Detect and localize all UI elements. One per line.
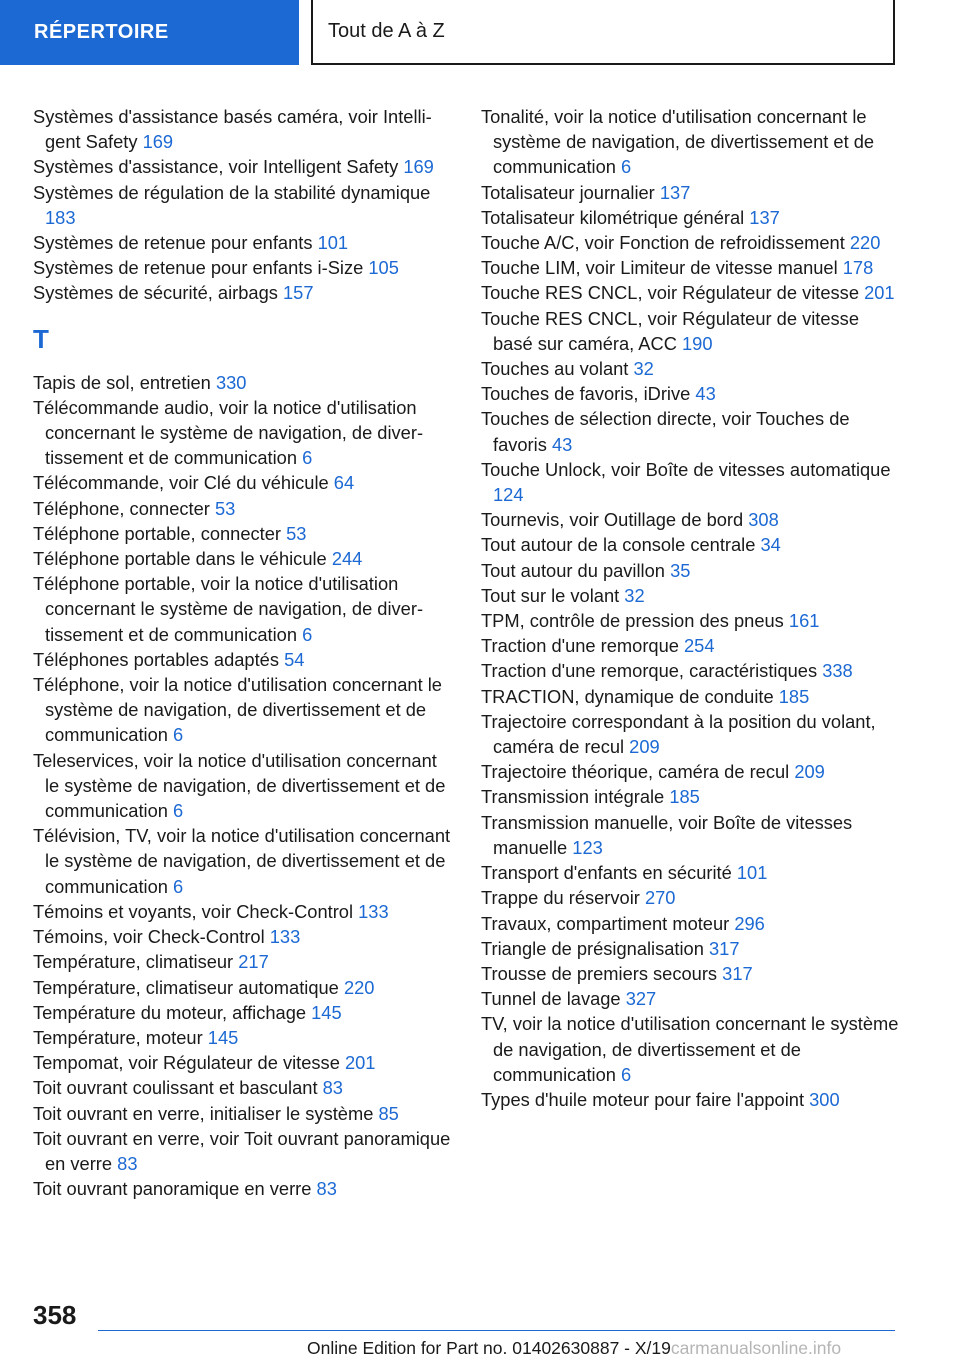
- index-entry: [481, 936, 901, 961]
- entry-text: Téléphone portable, voir la notice d'utilisation concernant le système de navigation, de divertissement et de communication: [33, 573, 424, 645]
- entry-text: Totalisateur journalier: [481, 181, 655, 203]
- index-entry: [33, 180, 453, 230]
- entry-text: Téléphone portable, connecter: [33, 522, 281, 544]
- index-list-t-continued: [481, 104, 901, 1112]
- page-link[interactable]: 101: [317, 232, 349, 254]
- entry-text: Systèmes de régulation de la stabilité dynamique: [33, 181, 431, 203]
- index-entry: [481, 709, 901, 759]
- page-link[interactable]: 169: [142, 131, 174, 153]
- section-tab: [0, 0, 299, 65]
- page-link[interactable]: 338: [822, 660, 853, 682]
- entry-text: Tapis de sol, entretien: [33, 371, 211, 393]
- entry-text: TV, voir la notice d'utilisation concernant le système de navigation, de divertissement et de communication: [481, 1013, 899, 1085]
- page-link[interactable]: 308: [748, 509, 779, 531]
- page-link[interactable]: 101: [736, 862, 768, 884]
- index-entry: [33, 975, 453, 1000]
- entry-text: Systèmes de retenue pour enfants: [33, 232, 313, 254]
- entry-text: Triangle de présignalisation: [481, 937, 704, 959]
- entry-text: Tout sur le volant: [481, 584, 620, 606]
- entry-text: Touche RES CNCL, voir Régulateur de vitesse basé sur caméra, ACC: [481, 307, 859, 354]
- entry-text: Touche RES CNCL, voir Régulateur de vitesse: [481, 282, 859, 304]
- entry-text: Tout autour de la console centrale: [481, 534, 756, 556]
- entry-text: Touches de favoris, iDrive: [481, 383, 691, 405]
- entry-text: Température, climatiseur: [33, 951, 234, 973]
- index-entry: [33, 924, 453, 949]
- entry-text: Température, moteur: [33, 1026, 203, 1048]
- page-link[interactable]: 300: [809, 1088, 840, 1110]
- page-link[interactable]: 32: [624, 584, 645, 606]
- index-entry: [33, 1050, 453, 1075]
- entry-text: Tournevis, voir Outillage de bord: [481, 509, 744, 531]
- page-link[interactable]: 123: [572, 836, 603, 858]
- index-entry: [33, 546, 453, 571]
- index-entry: [33, 280, 453, 305]
- index-entry: [481, 684, 901, 709]
- index-entry: [481, 457, 901, 507]
- index-entry: [481, 633, 901, 658]
- page-link[interactable]: 32: [633, 358, 654, 380]
- index-entry: [33, 496, 453, 521]
- page-link[interactable]: 145: [311, 1001, 342, 1023]
- index-entry: [33, 647, 453, 672]
- entry-text: Travaux, compartiment moteur: [481, 912, 730, 934]
- page-link[interactable]: 34: [760, 534, 781, 556]
- entry-text: Témoins, voir Check-Control: [33, 926, 265, 948]
- index-entry: [481, 507, 901, 532]
- index-entry: [33, 571, 453, 647]
- entry-text: Touche Unlock, voir Boîte de vitesses automatique: [481, 458, 891, 480]
- entry-text: Trajectoire théorique, caméra de recul: [481, 761, 790, 783]
- page-link[interactable]: 296: [734, 912, 765, 934]
- entry-text: TRACTION, dynamique de conduite: [481, 685, 774, 707]
- entry-text: Touches au volant: [481, 358, 629, 380]
- page-link[interactable]: 6: [173, 724, 184, 746]
- index-entry: [481, 810, 901, 860]
- page-link[interactable]: 54: [284, 648, 305, 670]
- index-entry: [481, 280, 901, 305]
- entry-text: Toit ouvrant en verre, initialiser le système: [33, 1102, 374, 1124]
- index-entry: [481, 381, 901, 406]
- entry-text: Types d'huile moteur pour faire l'appoint: [481, 1088, 805, 1110]
- page-link[interactable]: 64: [333, 472, 355, 494]
- page-link[interactable]: 35: [670, 559, 691, 581]
- index-entry: [33, 1075, 453, 1100]
- page-link[interactable]: 209: [629, 736, 660, 758]
- entry-text: Trousse de premiers secours: [481, 962, 718, 984]
- entry-text: Trajectoire correspondant à la position du volant, caméra de recul: [481, 710, 876, 758]
- page-link[interactable]: 6: [621, 156, 632, 178]
- entry-text: Toit ouvrant coulissant et basculant: [33, 1077, 318, 1099]
- page-link[interactable]: 53: [214, 497, 236, 519]
- index-entry: [481, 306, 901, 356]
- index-letter-heading: T: [33, 323, 49, 354]
- page-link[interactable]: 317: [709, 937, 740, 959]
- entry-text: Téléphone, voir la notice d'utilisation concernant le système de navigation, de divertissement et de communication: [33, 674, 442, 746]
- page-title: Tout de A à Z: [328, 20, 445, 42]
- index-entry: [33, 899, 453, 924]
- index-entry: [33, 255, 453, 280]
- index-entry: [481, 885, 901, 910]
- footer-edition: [307, 1338, 841, 1359]
- index-entry: [481, 230, 901, 255]
- entry-text: Télécommande audio, voir la notice d'utilisation concernant le système de navigation, de divertissement et de communication: [33, 396, 424, 469]
- index-entry: [481, 911, 901, 936]
- index-entry: [33, 521, 453, 546]
- page-link[interactable]: 209: [794, 761, 825, 783]
- page-link[interactable]: 83: [322, 1077, 343, 1099]
- page-link[interactable]: 43: [695, 383, 716, 405]
- index-entry: [481, 608, 901, 633]
- page-link[interactable]: 6: [173, 875, 184, 897]
- watermark-text: carmanualsonline.info: [670, 1338, 842, 1358]
- page-link[interactable]: 157: [282, 282, 314, 304]
- page-link[interactable]: 183: [45, 206, 76, 228]
- entry-text: Trappe du réservoir: [481, 887, 640, 909]
- page-link[interactable]: 201: [864, 282, 895, 304]
- entry-text: Télécommande, voir Clé du véhicule: [33, 472, 329, 494]
- index-entry: [481, 1087, 901, 1112]
- entry-text: Télévision, TV, voir la notice d'utilisation concernant le système de navigation, de divertissement et de communication: [33, 825, 451, 897]
- page-link[interactable]: 85: [378, 1102, 399, 1124]
- index-entry: [33, 1176, 453, 1201]
- index-entry: [33, 370, 453, 395]
- index-entry: [33, 748, 453, 824]
- page-header: [311, 0, 895, 65]
- entry-text: Touche LIM, voir Limiteur de vitesse manuel: [481, 257, 838, 279]
- entry-text: Téléphone portable dans le véhicule: [33, 548, 327, 570]
- index-entry: [33, 104, 453, 154]
- index-column-right: [481, 104, 901, 1112]
- page-link[interactable]: 6: [173, 800, 184, 822]
- section-label: RÉPERTOIRE: [34, 21, 169, 43]
- page-link[interactable]: 53: [286, 522, 307, 544]
- entry-text: Systèmes d'assistance, voir Intelligent Safety: [33, 156, 399, 178]
- page-number: 358: [33, 1300, 77, 1330]
- page-link[interactable]: 133: [358, 900, 389, 922]
- index-entry: [481, 406, 901, 456]
- page-link[interactable]: 83: [316, 1178, 337, 1200]
- page-link[interactable]: 83: [117, 1152, 138, 1174]
- index-entry: [481, 558, 901, 583]
- page-link[interactable]: 137: [749, 206, 780, 228]
- entry-text: Touches de sélection directe, voir Touches de favoris: [481, 408, 850, 455]
- page-link[interactable]: 317: [722, 962, 753, 984]
- page-link[interactable]: 105: [368, 257, 399, 279]
- entry-text: Systèmes d'assistance basés caméra, voir Intelligent Safety: [33, 106, 432, 153]
- entry-text: Transmission manuelle, voir Boîte de vitesses manuelle: [481, 811, 853, 858]
- index-entry: [481, 784, 901, 809]
- page-link[interactable]: 6: [302, 623, 313, 645]
- index-list-s: [33, 104, 453, 306]
- entry-text: Touche A/C, voir Fonction de refroidissement: [481, 232, 845, 254]
- page-link[interactable]: 6: [621, 1063, 632, 1085]
- page-link[interactable]: 169: [403, 156, 434, 178]
- page-link[interactable]: 190: [682, 332, 713, 354]
- index-entry: [481, 532, 901, 557]
- index-entry: [481, 759, 901, 784]
- page-link[interactable]: 270: [644, 887, 676, 909]
- page-link[interactable]: 178: [842, 257, 874, 279]
- index-entry: [481, 1011, 901, 1087]
- index-entry: [481, 255, 901, 280]
- index-entry: [33, 823, 453, 899]
- entry-text: Téléphones portables adaptés: [33, 648, 279, 670]
- page-link[interactable]: 133: [269, 926, 301, 948]
- page-link[interactable]: 254: [684, 635, 715, 657]
- index-entry: [481, 658, 901, 683]
- index-entry: [33, 395, 453, 471]
- index-entry: [33, 1025, 453, 1050]
- entry-text: Teleservices, voir la notice d'utilisation concernant le système de navigation, de divertissement et de communication: [33, 749, 446, 822]
- index-entry: [481, 961, 901, 986]
- index-entry: [33, 154, 453, 179]
- entry-text: Tonalité, voir la notice d'utilisation concernant le système de navigation, de divertissement et de communication: [481, 106, 875, 178]
- entry-text: Température, climatiseur automatique: [33, 976, 339, 998]
- entry-text: Traction d'une remorque: [481, 635, 679, 657]
- entry-text: Téléphone, connecter: [33, 497, 210, 519]
- index-entry: [481, 356, 901, 381]
- index-entry: [33, 470, 453, 495]
- page-link[interactable]: 185: [669, 786, 700, 808]
- entry-text: Température du moteur, affichage: [33, 1001, 307, 1023]
- entry-text: Totalisateur kilométrique général: [481, 206, 745, 228]
- page-link[interactable]: 137: [659, 181, 691, 203]
- page-link[interactable]: 124: [493, 484, 524, 506]
- page-link[interactable]: 217: [238, 951, 269, 973]
- entry-text: Tunnel de lavage: [481, 988, 621, 1010]
- index-entry: [481, 180, 901, 205]
- page-link[interactable]: 161: [788, 610, 820, 632]
- entry-text: Tempomat, voir Régulateur de vitesse: [33, 1052, 340, 1074]
- entry-text: Tout autour du pavillon: [481, 559, 665, 581]
- page-link[interactable]: 220: [849, 232, 881, 254]
- page-link[interactable]: 6: [302, 447, 313, 469]
- index-entry: [33, 230, 453, 255]
- index-entry: [33, 1126, 453, 1176]
- footer-divider: [98, 1330, 895, 1331]
- page-link[interactable]: 185: [778, 685, 810, 707]
- entry-text: TPM, contrôle de pression des pneus: [481, 610, 784, 632]
- page-link[interactable]: 145: [207, 1026, 239, 1048]
- index-entry: [33, 672, 453, 748]
- entry-text: Transmission intégrale: [481, 786, 665, 808]
- index-column-left: [33, 104, 453, 1201]
- page-link[interactable]: 330: [215, 371, 247, 393]
- entry-text: Systèmes de retenue pour enfants i-Size: [33, 257, 364, 279]
- entry-text: Transport d'enfants en sécurité: [481, 862, 732, 884]
- page-link[interactable]: 244: [331, 548, 363, 570]
- entry-text: Toit ouvrant panoramique en verre: [33, 1178, 312, 1200]
- entry-text: Toit ouvrant en verre, voir Toit ouvrant panoramique en verre: [33, 1127, 451, 1174]
- page-link[interactable]: 220: [343, 976, 375, 998]
- index-entry: [33, 1101, 453, 1126]
- entry-text: Témoins et voyants, voir Check-Control: [33, 900, 354, 922]
- index-entry: [481, 986, 901, 1011]
- index-entry: [481, 583, 901, 608]
- index-list-t: [33, 370, 453, 1202]
- index-entry: [33, 949, 453, 974]
- page-link[interactable]: 43: [551, 433, 573, 455]
- index-entry: [481, 860, 901, 885]
- edition-text: Online Edition for Part no. 01402630887 - X/19: [307, 1338, 671, 1358]
- page-link[interactable]: 327: [625, 988, 657, 1010]
- index-entry: [481, 205, 901, 230]
- page-link[interactable]: 201: [344, 1052, 376, 1074]
- index-entry: [33, 1000, 453, 1025]
- entry-text: Traction d'une remorque, caractéristiques: [481, 660, 818, 682]
- index-entry: [481, 104, 901, 180]
- entry-text: Systèmes de sécurité, airbags: [33, 282, 278, 304]
